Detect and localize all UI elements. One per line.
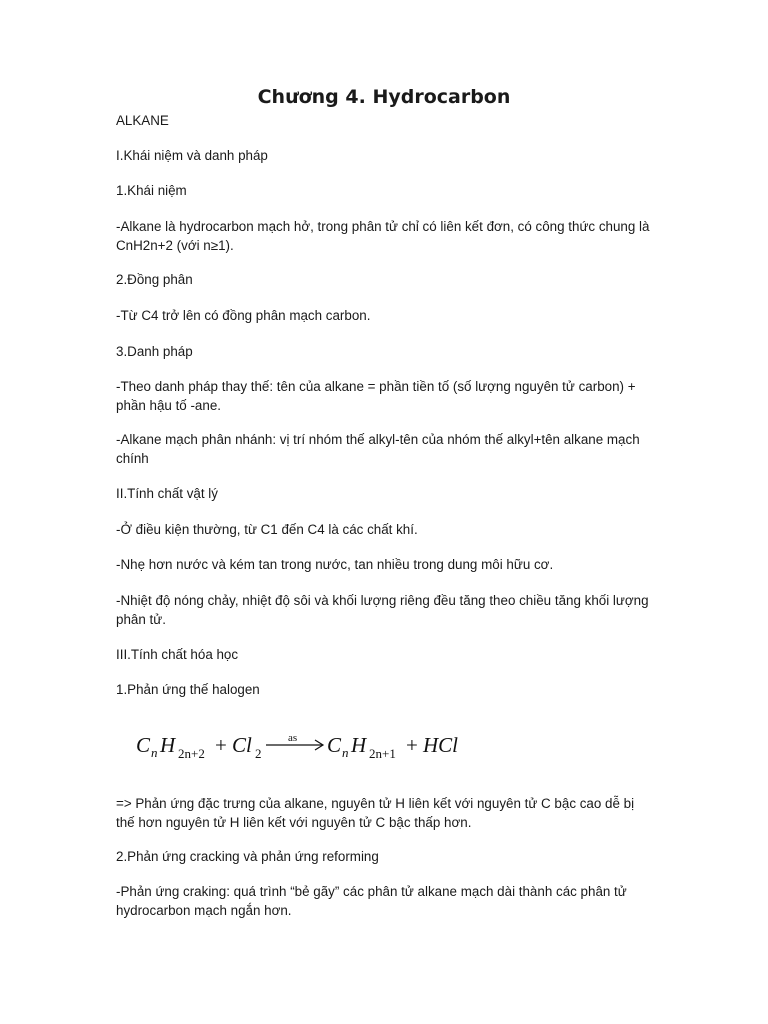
eq-sub-2: 2	[255, 746, 262, 761]
heading-section-3: III.Tính chất hóa học	[116, 647, 239, 662]
eq-plus-product: +	[406, 733, 418, 757]
eq-c-product: C	[327, 733, 342, 757]
eq-h-product: H	[351, 733, 367, 757]
page-title: Chương 4. Hydrocarbon	[257, 86, 511, 108]
paragraph-solubility: -Nhẹ hơn nước và kém tan trong nước, tan nhiều trong dung môi hữu cơ.	[116, 557, 554, 572]
eq-sub-2n2: 2n+2	[178, 746, 205, 761]
heading-khai-niem: 1.Khái niệm	[116, 183, 187, 198]
eq-n-product: n	[342, 745, 349, 760]
heading-cracking-reforming: 2.Phản ứng cracking và phản ứng reforming	[116, 849, 379, 864]
eq-n: n	[151, 745, 158, 760]
heading-section-2: II.Tính chất vật lý	[116, 486, 218, 501]
paragraph-definition: -Alkane là hydrocarbon mạch hở, trong phân tử chỉ có liên kết đơn, có công thức chung là CnH2n+2 (với n≥1).	[116, 219, 650, 253]
eq-c: C	[136, 733, 151, 757]
paragraph-naming-rule: -Theo danh pháp thay thế: tên của alkane = phần tiền tố (số lượng nguyên tử carbon) + phần hậu tố -ane.	[116, 379, 636, 413]
paragraph-melting-boiling: -Nhiệt độ nóng chảy, nhiệt độ sôi và khối lượng riêng đều tăng theo chiều tăng khối lượng phân tử.	[116, 593, 649, 627]
heading-halogen-substitution: 1.Phản ứng thế halogen	[116, 682, 260, 697]
paragraph-branched-naming: -Alkane mạch phân nhánh: vị trí nhóm thế alkyl-tên của nhóm thế alkyl+tên alkane mạch chính	[116, 432, 640, 466]
eq-sub-2n1: 2n+1	[369, 746, 396, 761]
heading-dong-phan: 2.Đồng phân	[116, 272, 193, 287]
eq-hcl: HCl	[423, 733, 459, 757]
eq-plus: +	[215, 733, 227, 757]
reaction-equation	[136, 724, 476, 770]
paragraph-isomer: -Từ C4 trở lên có đồng phân mạch carbon.	[116, 308, 371, 323]
paragraph-reaction-note: => Phản ứng đặc trưng của alkane, nguyên tử H liên kết với nguyên tử C bậc cao dễ bị thế hơn nguyên tử H liên kết với nguyên tử C bậc thấp hơn.	[116, 796, 635, 830]
eq-h: H	[160, 733, 176, 757]
paragraph-cracking: -Phản ứng craking: quá trình “bẻ gãy” các phân tử alkane mạch dài thành các phân tử hydrocarbon mạch ngắn hơn.	[116, 884, 627, 918]
heading-danh-phap: 3.Danh pháp	[116, 344, 193, 359]
eq-condition: as	[288, 732, 298, 744]
heading-section-1: I.Khái niệm và danh pháp	[116, 148, 268, 163]
heading-alkane: ALKANE	[116, 113, 169, 128]
paragraph-gas-state: -Ở điều kiện thường, từ C1 đến C4 là các chất khí.	[116, 522, 418, 537]
eq-cl: Cl	[232, 733, 252, 757]
